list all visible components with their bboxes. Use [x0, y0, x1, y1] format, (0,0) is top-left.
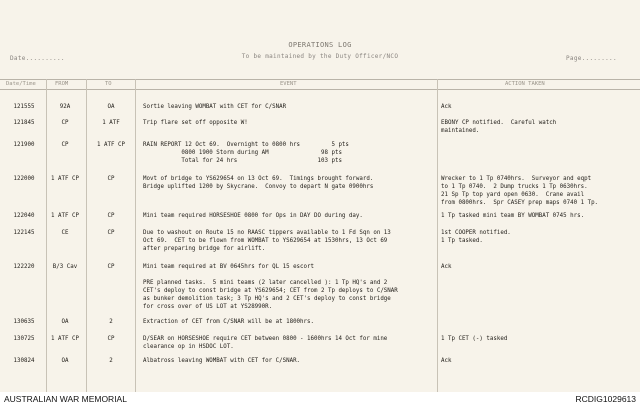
log-title: OPERATIONS LOG [288, 41, 352, 49]
log-subtitle: To be maintained by the Duty Officer/NCO [241, 53, 399, 60]
entry-action: Ack [441, 264, 452, 270]
entry-from: CP [61, 120, 69, 126]
entry-action: Ack [441, 104, 452, 110]
column-divider [46, 79, 47, 392]
entry-from: B/3 Cav [52, 264, 78, 270]
entry-to: CP [107, 230, 115, 236]
entry-action: EBONY CP notified. Careful watch maintained. [441, 120, 557, 134]
entry-event: Mini team required at BV 0645hrs for QL 15 escort PRE planned tasks. 5 mini teams (2 later cancelled ): 1 Tp HQ's and 2 CET's deploy to const bridge at YS629654; CET from 2 Tp deploys to C/SNAR as bunker demolition task; 3 Tp HQ's and 2 CET's deploy to const bridge for cross over of US LOT at YS28990R. [143, 264, 398, 310]
entry-from: 1 ATF CP [51, 336, 79, 342]
entry-action: Wrecker to 1 Tp 0740hrs. Surveyor and eqpt to 1 Tp 0740. 2 Dump trucks 1 Tp 0630hrs. 21 Sp Tp top yard open 0630. Crane avail from 0800hrs. Spr CASEY prep maps 0740 1 Tp. [441, 176, 599, 206]
page-label: Page......... [566, 55, 617, 62]
column-divider [437, 79, 438, 392]
entry-date-time: 130824 [13, 358, 35, 364]
col-to: TO [105, 81, 112, 87]
col-event: EVENT [280, 81, 297, 87]
entry-event: Extraction of CET from C/SNAR will be at 1800hrs. [143, 319, 315, 325]
entry-to: CP [107, 176, 115, 182]
entry-to: CP [107, 336, 115, 342]
entry-to: 1 ATF CP [97, 142, 125, 148]
entry-to: 2 [109, 319, 113, 325]
entry-date-time: 122220 [13, 264, 35, 270]
entry-to: CP [107, 213, 115, 219]
column-header-row [0, 79, 640, 90]
entry-to: 1 ATF [102, 120, 120, 126]
entry-event: RAIN REPORT 12 Oct 69. Overnight to 0800 hrs 5 pts 0800 1900 Storm during AM 98 pts Total for 24 hrs 103 pts [143, 142, 349, 164]
entry-event: D/SEAR on HORSESHOE require CET between 0800 - 1600hrs 14 Oct for mine clearance op in HSDOC LOT. [143, 336, 388, 350]
entry-event: Albatross leaving WOMBAT with CET for C/SNAR. [143, 358, 301, 364]
entry-to: 2 [109, 358, 113, 364]
entry-from: CP [61, 142, 69, 148]
entry-event: Movt of bridge to YS629654 on 13 Oct 69. Timings brought forward. Bridge uplifted 1200 by Skycrane. Convoy to depart N gate 0900hrs [143, 176, 374, 190]
entry-date-time: 122000 [13, 176, 35, 182]
entry-from: OA [61, 358, 69, 364]
column-divider [135, 79, 136, 392]
entry-event: Mini team required HORSESHOE 0800 for Ops in DAY DO during day. [143, 213, 363, 219]
entry-event: Sortie leaving WOMBAT with CET for C/SNAR [143, 104, 287, 110]
date-label: Date.......... [10, 55, 65, 62]
entry-from: 92A [59, 104, 71, 110]
entry-to: CP [107, 264, 115, 270]
entry-action: 1 Tp CET (-) tasked [441, 336, 508, 342]
entry-action: Ack [441, 358, 452, 364]
entry-date-time: 121555 [13, 104, 35, 110]
entry-date-time: 121900 [13, 142, 35, 148]
entry-from: 1 ATF CP [51, 176, 79, 182]
entry-date-time: 130635 [13, 319, 35, 325]
entry-date-time: 121845 [13, 120, 35, 126]
entry-from: OA [61, 319, 69, 325]
entry-action: 1 Tp tasked mini team BY WOMBAT 0745 hrs. [441, 213, 585, 219]
document-reference: RCDIG1029613 [575, 394, 636, 404]
entry-event: Due to washout on Route 15 no RAASC tippers available to 1 Fd Sqn on 13 Oct 69. CET to be flown from WOMBAT to YS629654 at 1530hrs, 13 Oct 69 after preparing bridge for airlift. [143, 230, 391, 252]
entry-action: 1st COOPER notified. 1 Tp tasked. [441, 230, 511, 244]
entry-date-time: 122145 [13, 230, 35, 236]
col-date-time: Date/Time [6, 81, 36, 87]
entry-date-time: 122040 [13, 213, 35, 219]
archive-credit: AUSTRALIAN WAR MEMORIAL [4, 394, 127, 404]
entry-from: CE [61, 230, 69, 236]
entry-event: Trip flare set off opposite W! [143, 120, 248, 126]
col-action: ACTION TAKEN [505, 81, 545, 87]
entry-date-time: 130725 [13, 336, 35, 342]
column-divider [86, 79, 87, 392]
entry-to: OA [107, 104, 115, 110]
entry-from: 1 ATF CP [51, 213, 79, 219]
col-from: FROM [55, 81, 69, 87]
